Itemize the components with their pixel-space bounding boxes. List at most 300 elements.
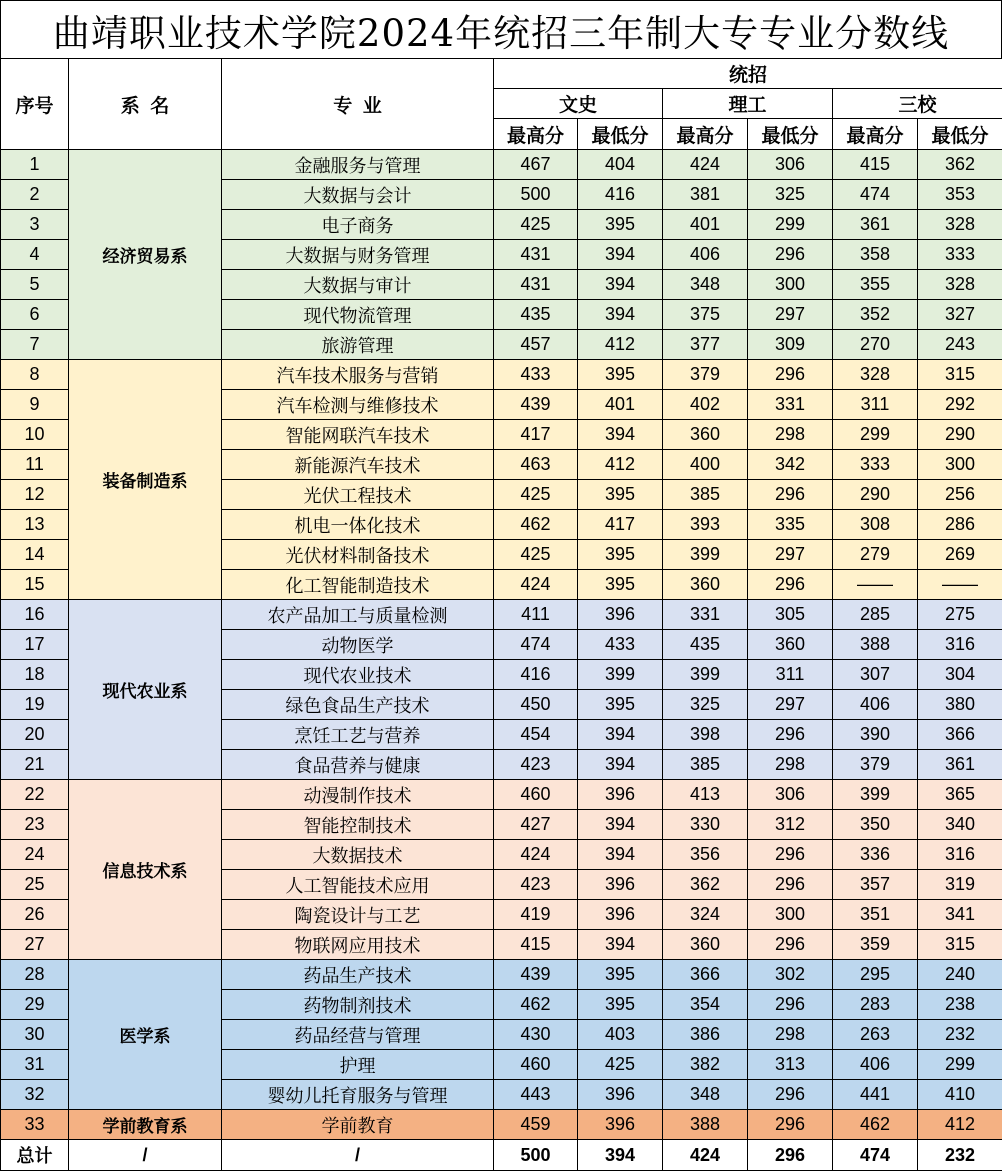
major-name: 汽车技术服务与营销 <box>222 360 494 390</box>
score-arts-min: 394 <box>578 750 663 780</box>
score-sanxiao-max: 359 <box>833 930 918 960</box>
score-sanxiao-min: 333 <box>918 240 1002 270</box>
score-arts-max: 411 <box>494 600 578 630</box>
score-arts-max: 427 <box>494 810 578 840</box>
department-name: 经济贸易系 <box>69 150 222 360</box>
row-no: 23 <box>1 810 69 840</box>
row-no: 20 <box>1 720 69 750</box>
score-sanxiao-min: 316 <box>918 630 1002 660</box>
score-sanxiao-max: 388 <box>833 630 918 660</box>
score-arts-max: 423 <box>494 870 578 900</box>
score-arts-min: 395 <box>578 960 663 990</box>
score-sanxiao-min: 290 <box>918 420 1002 450</box>
score-science-min: 325 <box>748 180 833 210</box>
score-sanxiao-max: 357 <box>833 870 918 900</box>
major-name: 旅游管理 <box>222 330 494 360</box>
major-name: 大数据与审计 <box>222 270 494 300</box>
score-science-max: 386 <box>663 1020 748 1050</box>
score-sanxiao-max: 415 <box>833 150 918 180</box>
department-name: 学前教育系 <box>69 1110 222 1140</box>
row-no: 13 <box>1 510 69 540</box>
score-science-min: 305 <box>748 600 833 630</box>
row-no: 6 <box>1 300 69 330</box>
score-arts-min: 401 <box>578 390 663 420</box>
header-science-min: 最低分 <box>748 119 833 150</box>
score-arts-min: 394 <box>578 420 663 450</box>
score-science-max: 393 <box>663 510 748 540</box>
score-sanxiao-min: 286 <box>918 510 1002 540</box>
major-name: 智能控制技术 <box>222 810 494 840</box>
major-name: 陶瓷设计与工艺 <box>222 900 494 930</box>
score-science-max: 424 <box>663 150 748 180</box>
row-no: 31 <box>1 1050 69 1080</box>
row-no: 3 <box>1 210 69 240</box>
major-name: 大数据与会计 <box>222 180 494 210</box>
score-science-min: 298 <box>748 1020 833 1050</box>
header-major: 专 业 <box>222 59 494 150</box>
row-no: 9 <box>1 390 69 420</box>
score-arts-max: 431 <box>494 240 578 270</box>
score-science-max: 399 <box>663 660 748 690</box>
score-science-max: 375 <box>663 300 748 330</box>
total-science-max: 424 <box>663 1140 748 1171</box>
score-science-max: 398 <box>663 720 748 750</box>
score-sanxiao-max: 352 <box>833 300 918 330</box>
score-arts-max: 430 <box>494 1020 578 1050</box>
row-no: 8 <box>1 360 69 390</box>
score-science-max: 381 <box>663 180 748 210</box>
score-arts-min: 395 <box>578 480 663 510</box>
score-science-min: 309 <box>748 330 833 360</box>
score-arts-min: 396 <box>578 1110 663 1140</box>
row-no: 26 <box>1 900 69 930</box>
major-name: 电子商务 <box>222 210 494 240</box>
total-arts-min: 394 <box>578 1140 663 1171</box>
score-sanxiao-min: 412 <box>918 1110 1002 1140</box>
score-arts-min: 394 <box>578 840 663 870</box>
score-arts-min: 403 <box>578 1020 663 1050</box>
score-science-max: 382 <box>663 1050 748 1080</box>
score-sanxiao-min: 299 <box>918 1050 1002 1080</box>
score-arts-min: 395 <box>578 570 663 600</box>
score-arts-max: 425 <box>494 210 578 240</box>
score-arts-max: 433 <box>494 360 578 390</box>
score-sanxiao-max: 299 <box>833 420 918 450</box>
score-arts-max: 439 <box>494 390 578 420</box>
score-arts-min: 399 <box>578 660 663 690</box>
table-body <box>1 150 1002 1140</box>
total-sanxiao-min: 232 <box>918 1140 1002 1171</box>
row-no: 27 <box>1 930 69 960</box>
major-name: 绿色食品生产技术 <box>222 690 494 720</box>
score-sanxiao-min: 315 <box>918 930 1002 960</box>
score-science-max: 388 <box>663 1110 748 1140</box>
score-science-min: 300 <box>748 270 833 300</box>
major-name: 护理 <box>222 1050 494 1080</box>
score-science-min: 297 <box>748 540 833 570</box>
score-science-min: 296 <box>748 720 833 750</box>
row-no: 2 <box>1 180 69 210</box>
score-arts-min: 396 <box>578 600 663 630</box>
major-name: 药品经营与管理 <box>222 1020 494 1050</box>
total-row <box>1 1140 1002 1171</box>
score-science-max: 413 <box>663 780 748 810</box>
score-science-min: 335 <box>748 510 833 540</box>
score-sanxiao-max: 462 <box>833 1110 918 1140</box>
header-group: 统招 <box>494 59 1002 89</box>
score-arts-min: 394 <box>578 270 663 300</box>
department-name: 信息技术系 <box>69 780 222 960</box>
score-sanxiao-max: 358 <box>833 240 918 270</box>
score-arts-max: 460 <box>494 1050 578 1080</box>
major-name: 新能源汽车技术 <box>222 450 494 480</box>
score-arts-max: 500 <box>494 180 578 210</box>
score-arts-min: 394 <box>578 240 663 270</box>
major-name: 光伏工程技术 <box>222 480 494 510</box>
major-name: 金融服务与管理 <box>222 150 494 180</box>
table-row <box>1 960 1002 990</box>
score-arts-max: 467 <box>494 150 578 180</box>
score-arts-max: 431 <box>494 270 578 300</box>
score-sanxiao-min: 380 <box>918 690 1002 720</box>
score-arts-max: 425 <box>494 540 578 570</box>
score-science-min: 302 <box>748 960 833 990</box>
score-sanxiao-max: 263 <box>833 1020 918 1050</box>
department-name: 现代农业系 <box>69 600 222 780</box>
score-arts-min: 395 <box>578 690 663 720</box>
row-no: 30 <box>1 1020 69 1050</box>
score-science-min: 296 <box>748 930 833 960</box>
header-science: 理工 <box>663 89 833 119</box>
score-science-max: 362 <box>663 870 748 900</box>
major-name: 药品生产技术 <box>222 960 494 990</box>
row-no: 4 <box>1 240 69 270</box>
score-sanxiao-min: 240 <box>918 960 1002 990</box>
score-arts-max: 460 <box>494 780 578 810</box>
score-sanxiao-max: 307 <box>833 660 918 690</box>
score-science-min: 296 <box>748 1080 833 1110</box>
score-sanxiao-min: 328 <box>918 210 1002 240</box>
major-name: 现代农业技术 <box>222 660 494 690</box>
major-name: 化工智能制造技术 <box>222 570 494 600</box>
score-arts-min: 394 <box>578 810 663 840</box>
score-arts-max: 462 <box>494 510 578 540</box>
row-no: 22 <box>1 780 69 810</box>
score-arts-max: 454 <box>494 720 578 750</box>
row-no: 1 <box>1 150 69 180</box>
score-arts-max: 435 <box>494 300 578 330</box>
score-arts-min: 395 <box>578 990 663 1020</box>
score-sanxiao-min: 327 <box>918 300 1002 330</box>
score-sanxiao-max: 285 <box>833 600 918 630</box>
row-no: 16 <box>1 600 69 630</box>
row-no: 14 <box>1 540 69 570</box>
major-name: 大数据与财务管理 <box>222 240 494 270</box>
score-arts-max: 417 <box>494 420 578 450</box>
score-science-min: 296 <box>748 480 833 510</box>
total-label: 总计 <box>1 1140 69 1171</box>
score-arts-min: 412 <box>578 330 663 360</box>
row-no: 5 <box>1 270 69 300</box>
score-sanxiao-max: 336 <box>833 840 918 870</box>
score-arts-max: 443 <box>494 1080 578 1110</box>
score-science-max: 385 <box>663 750 748 780</box>
score-science-min: 311 <box>748 660 833 690</box>
major-name: 婴幼儿托育服务与管理 <box>222 1080 494 1110</box>
major-name: 物联网应用技术 <box>222 930 494 960</box>
row-no: 15 <box>1 570 69 600</box>
row-no: 19 <box>1 690 69 720</box>
header-dept: 系 名 <box>69 59 222 150</box>
score-science-max: 324 <box>663 900 748 930</box>
score-arts-min: 394 <box>578 720 663 750</box>
score-science-max: 406 <box>663 240 748 270</box>
major-name: 动物医学 <box>222 630 494 660</box>
row-no: 32 <box>1 1080 69 1110</box>
score-science-max: 399 <box>663 540 748 570</box>
score-arts-min: 395 <box>578 540 663 570</box>
score-science-max: 348 <box>663 1080 748 1110</box>
score-arts-min: 396 <box>578 1080 663 1110</box>
score-science-max: 348 <box>663 270 748 300</box>
major-name: 智能网联汽车技术 <box>222 420 494 450</box>
score-arts-max: 439 <box>494 960 578 990</box>
major-name: 光伏材料制备技术 <box>222 540 494 570</box>
score-sanxiao-min: 256 <box>918 480 1002 510</box>
major-name: 学前教育 <box>222 1110 494 1140</box>
header-arts-max: 最高分 <box>494 119 578 150</box>
score-sanxiao-max: 333 <box>833 450 918 480</box>
score-arts-min: 395 <box>578 210 663 240</box>
department-name: 医学系 <box>69 960 222 1110</box>
score-science-min: 331 <box>748 390 833 420</box>
score-sanxiao-max: 311 <box>833 390 918 420</box>
header-arts-min: 最低分 <box>578 119 663 150</box>
score-sanxiao-min: 304 <box>918 660 1002 690</box>
row-no: 10 <box>1 420 69 450</box>
score-science-max: 354 <box>663 990 748 1020</box>
total-sanxiao-max: 474 <box>833 1140 918 1171</box>
header-science-max: 最高分 <box>663 119 748 150</box>
score-science-min: 306 <box>748 780 833 810</box>
score-arts-max: 450 <box>494 690 578 720</box>
table-row <box>1 1110 1002 1140</box>
score-sanxiao-max: 283 <box>833 990 918 1020</box>
score-science-min: 296 <box>748 570 833 600</box>
score-sanxiao-min: 238 <box>918 990 1002 1020</box>
score-arts-max: 419 <box>494 900 578 930</box>
score-sanxiao-max: 474 <box>833 180 918 210</box>
score-science-max: 360 <box>663 930 748 960</box>
score-science-min: 296 <box>748 840 833 870</box>
score-arts-min: 396 <box>578 780 663 810</box>
major-name: 人工智能技术应用 <box>222 870 494 900</box>
score-sanxiao-min: 232 <box>918 1020 1002 1050</box>
score-arts-min: 417 <box>578 510 663 540</box>
row-no: 24 <box>1 840 69 870</box>
score-sanxiao-min: 315 <box>918 360 1002 390</box>
score-arts-min: 416 <box>578 180 663 210</box>
score-sanxiao-max: 361 <box>833 210 918 240</box>
score-arts-max: 416 <box>494 660 578 690</box>
score-science-min: 342 <box>748 450 833 480</box>
score-sanxiao-max: —— <box>833 570 918 600</box>
header-arts: 文史 <box>494 89 663 119</box>
score-sanxiao-min: 300 <box>918 450 1002 480</box>
score-sanxiao-max: 290 <box>833 480 918 510</box>
row-no: 17 <box>1 630 69 660</box>
score-science-min: 297 <box>748 300 833 330</box>
score-sanxiao-max: 379 <box>833 750 918 780</box>
department-name: 装备制造系 <box>69 360 222 600</box>
major-name: 机电一体化技术 <box>222 510 494 540</box>
score-sanxiao-min: 243 <box>918 330 1002 360</box>
score-sanxiao-min: 361 <box>918 750 1002 780</box>
header-no: 序号 <box>1 59 69 150</box>
row-no: 25 <box>1 870 69 900</box>
score-sanxiao-min: 365 <box>918 780 1002 810</box>
score-science-min: 296 <box>748 240 833 270</box>
table-row <box>1 360 1002 390</box>
score-arts-min: 425 <box>578 1050 663 1080</box>
score-science-min: 313 <box>748 1050 833 1080</box>
row-no: 7 <box>1 330 69 360</box>
score-sanxiao-max: 390 <box>833 720 918 750</box>
score-science-max: 330 <box>663 810 748 840</box>
score-science-max: 385 <box>663 480 748 510</box>
score-table <box>0 58 1002 1171</box>
total-science-min: 296 <box>748 1140 833 1171</box>
score-sanxiao-max: 308 <box>833 510 918 540</box>
score-sanxiao-max: 270 <box>833 330 918 360</box>
major-name: 农产品加工与质量检测 <box>222 600 494 630</box>
score-arts-max: 474 <box>494 630 578 660</box>
total-dept: / <box>69 1140 222 1171</box>
score-science-min: 298 <box>748 420 833 450</box>
score-science-max: 366 <box>663 960 748 990</box>
table-row <box>1 600 1002 630</box>
score-sanxiao-max: 441 <box>833 1080 918 1110</box>
score-arts-min: 394 <box>578 300 663 330</box>
score-science-min: 306 <box>748 150 833 180</box>
score-sanxiao-min: —— <box>918 570 1002 600</box>
score-arts-min: 433 <box>578 630 663 660</box>
score-science-max: 360 <box>663 420 748 450</box>
score-sanxiao-max: 406 <box>833 690 918 720</box>
row-no: 11 <box>1 450 69 480</box>
score-arts-min: 395 <box>578 360 663 390</box>
score-sanxiao-max: 355 <box>833 270 918 300</box>
score-sanxiao-min: 292 <box>918 390 1002 420</box>
score-arts-max: 424 <box>494 840 578 870</box>
score-arts-max: 457 <box>494 330 578 360</box>
score-arts-min: 412 <box>578 450 663 480</box>
score-science-min: 297 <box>748 690 833 720</box>
score-sanxiao-min: 275 <box>918 600 1002 630</box>
score-arts-min: 404 <box>578 150 663 180</box>
score-sanxiao-max: 295 <box>833 960 918 990</box>
row-no: 28 <box>1 960 69 990</box>
score-arts-max: 423 <box>494 750 578 780</box>
major-name: 动漫制作技术 <box>222 780 494 810</box>
row-no: 29 <box>1 990 69 1020</box>
table-header <box>1 59 1002 150</box>
header-sanxiao-min: 最低分 <box>918 119 1002 150</box>
score-sanxiao-min: 319 <box>918 870 1002 900</box>
score-arts-max: 463 <box>494 450 578 480</box>
score-sanxiao-max: 399 <box>833 780 918 810</box>
score-science-max: 325 <box>663 690 748 720</box>
score-science-min: 298 <box>748 750 833 780</box>
score-sanxiao-min: 353 <box>918 180 1002 210</box>
table-row <box>1 780 1002 810</box>
score-sanxiao-min: 340 <box>918 810 1002 840</box>
score-arts-max: 425 <box>494 480 578 510</box>
score-sanxiao-min: 410 <box>918 1080 1002 1110</box>
score-sanxiao-min: 316 <box>918 840 1002 870</box>
score-sanxiao-max: 279 <box>833 540 918 570</box>
score-science-max: 331 <box>663 600 748 630</box>
score-arts-max: 459 <box>494 1110 578 1140</box>
major-name: 烹饪工艺与营养 <box>222 720 494 750</box>
score-science-min: 296 <box>748 360 833 390</box>
score-sanxiao-max: 406 <box>833 1050 918 1080</box>
major-name: 大数据技术 <box>222 840 494 870</box>
score-science-min: 300 <box>748 900 833 930</box>
score-arts-min: 396 <box>578 870 663 900</box>
score-science-max: 401 <box>663 210 748 240</box>
score-sanxiao-min: 341 <box>918 900 1002 930</box>
major-name: 汽车检测与维修技术 <box>222 390 494 420</box>
score-sanxiao-min: 269 <box>918 540 1002 570</box>
score-arts-max: 424 <box>494 570 578 600</box>
score-science-max: 400 <box>663 450 748 480</box>
major-name: 现代物流管理 <box>222 300 494 330</box>
score-science-max: 360 <box>663 570 748 600</box>
row-no: 21 <box>1 750 69 780</box>
score-science-max: 435 <box>663 630 748 660</box>
header-sanxiao-max: 最高分 <box>833 119 918 150</box>
score-science-max: 402 <box>663 390 748 420</box>
score-sanxiao-min: 366 <box>918 720 1002 750</box>
major-name: 药物制剂技术 <box>222 990 494 1020</box>
score-science-min: 312 <box>748 810 833 840</box>
sheet-title: 曲靖职业技术学院2024年统招三年制大专专业分数线 <box>0 0 1002 58</box>
score-science-max: 377 <box>663 330 748 360</box>
table-row <box>1 150 1002 180</box>
score-science-min: 296 <box>748 990 833 1020</box>
row-no: 12 <box>1 480 69 510</box>
score-sanxiao-max: 350 <box>833 810 918 840</box>
header-sanxiao: 三校 <box>833 89 1002 119</box>
score-arts-max: 415 <box>494 930 578 960</box>
row-no: 18 <box>1 660 69 690</box>
score-science-min: 360 <box>748 630 833 660</box>
score-sanxiao-max: 351 <box>833 900 918 930</box>
score-science-min: 299 <box>748 210 833 240</box>
score-sanxiao-max: 328 <box>833 360 918 390</box>
total-major: / <box>222 1140 494 1171</box>
major-name: 食品营养与健康 <box>222 750 494 780</box>
score-science-min: 296 <box>748 870 833 900</box>
row-no: 33 <box>1 1110 69 1140</box>
total-arts-max: 500 <box>494 1140 578 1171</box>
score-science-max: 379 <box>663 360 748 390</box>
score-science-min: 296 <box>748 1110 833 1140</box>
score-arts-min: 394 <box>578 930 663 960</box>
score-sanxiao-min: 328 <box>918 270 1002 300</box>
score-arts-max: 462 <box>494 990 578 1020</box>
